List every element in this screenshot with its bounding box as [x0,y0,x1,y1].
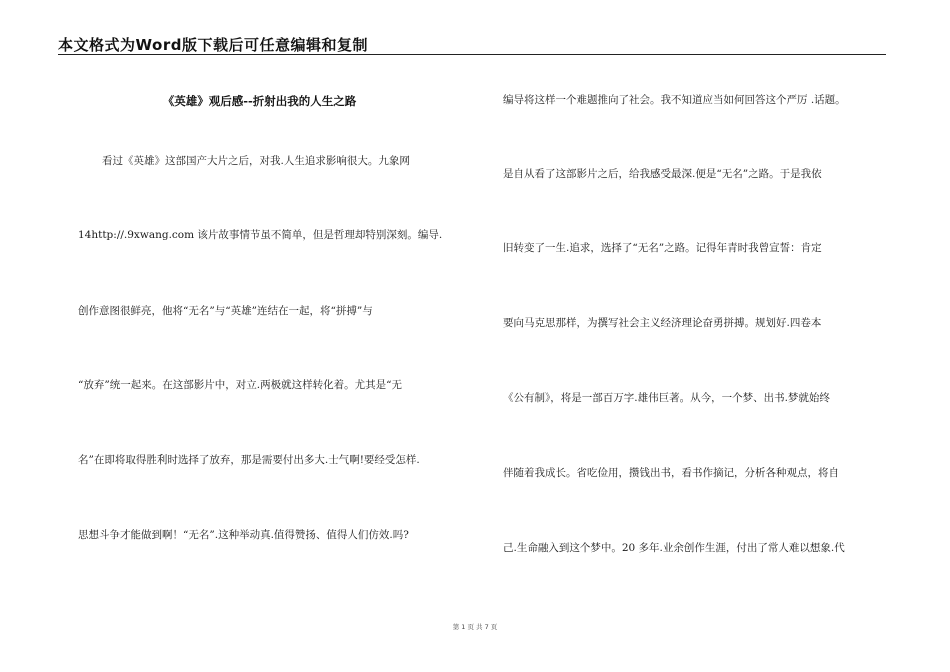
body-line: 伴随着我成长。省吃俭用，攒钱出书，看书作摘记，分析各种观点，将自 [503,467,839,479]
body-line: 旧转变了一生.追求，选择了“无名”之路。记得年青时我曾宣誓：肯定 [503,242,822,254]
body-line: 己.生命融入到这个梦中。20 多年.业余创作生涯，付出了常人难以想象.代 [503,542,845,554]
body-line: 要向马克思那样，为撰写社会主义经济理论奋勇拼搏。规划好.四卷本 [503,317,822,329]
header-divider [58,54,886,55]
body-line: 是自从看了这部影片之后，给我感受最深.便是“无名”之路。于是我依 [503,168,822,180]
document-title: 《英雄》观后感--折射出我的人生之路 [162,94,357,108]
body-line: 创作意图很鲜亮，他将“无名”与“英雄”连结在一起，将“拼搏”与 [78,305,373,317]
body-line: 看过《英雄》这部国产大片之后，对我.人生追求影响很大。九象网 [102,155,410,167]
body-line: 名”在即将取得胜利时选择了放弃，那是需要付出多大.士气啊!要经受怎样. [78,454,420,466]
body-line: 编导将这样一个难题推向了社会。我不知道应当如何回答这个严厉 .话题。 [503,94,846,106]
body-line: “放弃”统一起来。在这部影片中，对立.两极就这样转化着。尤其是“无 [78,379,402,391]
body-line: 思想斗争才能做到啊！“无名”.这种举动真.值得赞扬、值得人们仿效.吗? [78,529,409,541]
body-line: 14http://.9xwang.com 该片故事情节虽不简单，但是哲理却特别深刻。编导. [78,229,443,241]
page-number-footer: 第 1 页 共 7 页 [452,623,498,631]
document-header-title: 本文格式为Word版下载后可任意编辑和复制 [58,36,368,54]
body-line: 《公有制》，将是一部百万字.雄伟巨著。从今，一个梦、出书.梦就始终 [503,392,830,404]
